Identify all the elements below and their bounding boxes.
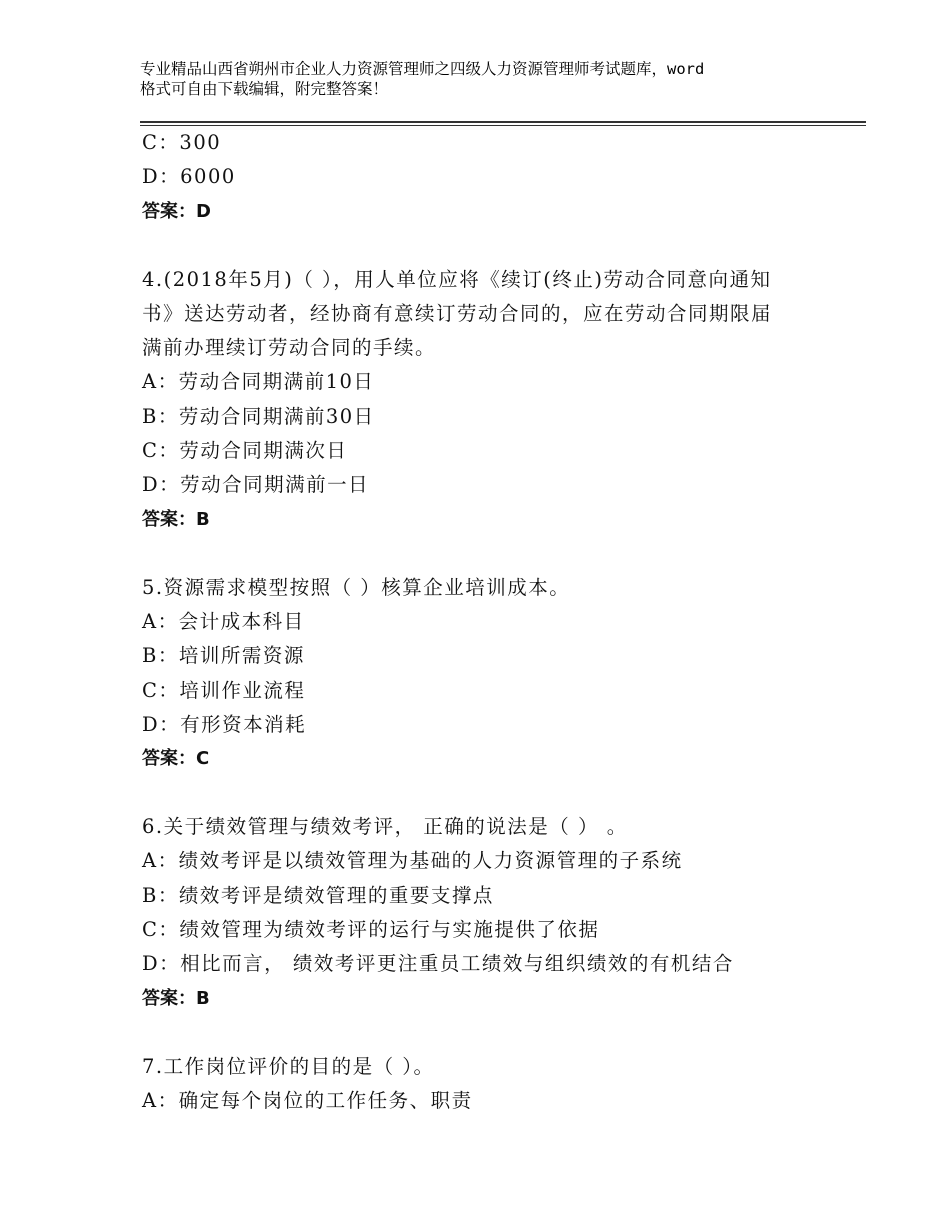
question-stem: 6.关于绩效管理与绩效考评， 正确的说法是（ ） 。 [142, 815, 628, 839]
option-b: B：绩效考评是绩效管理的重要支撑点 [142, 883, 494, 907]
question-4 [142, 263, 862, 537]
answer-line: 答案：B [142, 508, 210, 530]
answer-line: 答案：D [142, 200, 211, 222]
spacer [142, 776, 862, 810]
option-a: A：会计成本科目 [142, 609, 305, 633]
question-stem-line: 满前办理续订劳动合同的手续。 [142, 336, 437, 360]
option-b: B：劳动合同期满前30日 [142, 404, 375, 428]
question-3-tail [142, 126, 862, 229]
question-6 [142, 810, 862, 1015]
question-list [142, 126, 862, 1118]
header-line-1: 专业精品山西省朔州市企业人力资源管理师之四级人力资源管理师考试题库，word [140, 60, 705, 78]
option-d: D：有形资本消耗 [142, 712, 307, 736]
question-stem-line: 书》送达劳动者，经协商有意续订劳动合同的，应在劳动合同期限届 [142, 301, 773, 325]
spacer [142, 1016, 862, 1050]
option-a: A：劳动合同期满前10日 [142, 370, 375, 394]
question-7 [142, 1050, 862, 1119]
document-header [140, 59, 840, 99]
answer-line: 答案：C [142, 748, 210, 770]
header-rule-thick [140, 121, 866, 123]
question-5 [142, 571, 862, 776]
option-d: D：劳动合同期满前一日 [142, 473, 370, 497]
question-stem-line: 4.(2018年5月)（ ），用人单位应将《续订(终止)劳动合同意向通知 [142, 267, 772, 291]
answer-line: 答案：B [142, 987, 210, 1009]
option-c: C：培训作业流程 [142, 678, 306, 702]
option-c: C：劳动合同期满次日 [142, 439, 348, 463]
spacer [142, 537, 862, 571]
option-b: B：培训所需资源 [142, 644, 305, 668]
header-line-2: 格式可自由下载编辑，附完整答案！ [140, 80, 389, 98]
option-a: A：绩效考评是以绩效管理为基础的人力资源管理的子系统 [142, 849, 683, 873]
question-stem: 5.资源需求模型按照（ ）核算企业培训成本。 [142, 575, 571, 599]
option-a: A：确定每个岗位的工作任务、职责 [142, 1088, 473, 1112]
option-d: D：相比而言， 绩效考评更注重员工绩效与组织绩效的有机结合 [142, 952, 734, 976]
option-c: C：300 [142, 131, 222, 154]
option-c: C：绩效管理为绩效考评的运行与实施提供了依据 [142, 918, 600, 942]
spacer [142, 229, 862, 263]
question-stem: 7.工作岗位评价的目的是（ ）。 [142, 1054, 435, 1078]
option-d: D：6000 [142, 165, 236, 189]
